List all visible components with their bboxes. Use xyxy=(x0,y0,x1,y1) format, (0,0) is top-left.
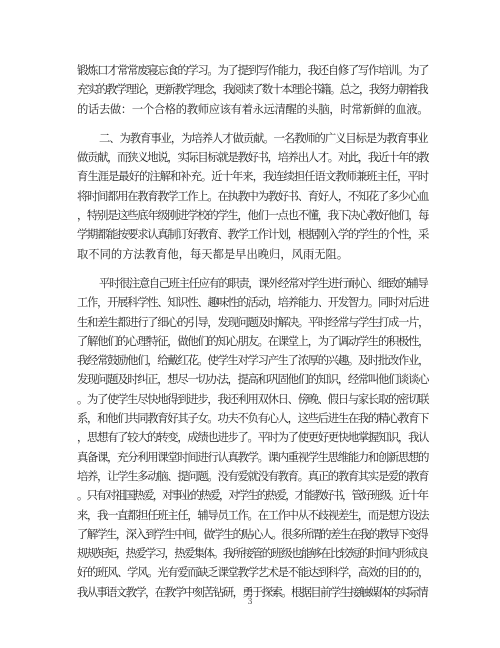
body-text xyxy=(77,61,427,602)
text-line: 。只有对祖国热爱，对事业的热爱，对学生的热爱，才能教好书，管好班级。近十年 xyxy=(77,489,428,503)
paragraph-start-line: 平时很注意自己班主任应有的职责，课外经常对学生进行耐心、细致的辅导 xyxy=(99,276,428,290)
text-line: 学期都能按要求认真制订好教育、教学工作计划，根据刚入学的学生的个性，采 xyxy=(77,228,429,242)
text-line: 真备课，充分利用课堂时间进行认真教学。课内重视学生思维能力和创新思想的 xyxy=(77,450,429,464)
text-line: 取不同的方法教育他，每天都是早出晚归，风雨无阻。 xyxy=(77,247,349,261)
paragraph-gap xyxy=(77,119,427,129)
text-line: 工作，开展科学性、知识性、趣味性的活动，培养能力、开发智力。同时对后进 xyxy=(77,296,429,310)
text-line: 的话去做：一个合格的教师应该有着永远清醒的头脑，时常新鲜的血液。 xyxy=(77,102,429,116)
text-line: 系，和他们共同教育好其子女。功夫不负有心人，这些后进生在我的精心教育下 xyxy=(77,412,429,426)
text-line: 我经常鼓励他们，给戴红花。使学生对学习产生了浓厚的兴趣。及时批改作业， xyxy=(77,354,429,368)
text-line: 培养，让学生多动脑、提问题。没有爱就没有教育。真正的教育其实是爱的教育 xyxy=(77,469,429,483)
text-line: 了解他们的心理特征，做他们的知心朋友。在课堂上，为了调动学生的积极性， xyxy=(77,334,429,348)
text-line: 充实的教学理论，更新教学理念，我阅读了数十本理论书籍。总之，我努力朝着我 xyxy=(77,83,428,97)
text-line: 规规矩矩，热爱学习，热爱集体。我所接管的班级也能够在比较短的时间内形成良 xyxy=(77,547,428,561)
paragraph-start-line: 二、为教育事业，为培养人才做贡献。一名教师的广义目标是为教育事业 xyxy=(99,131,428,145)
text-line: 了解学生，深入到学生中间，做学生的贴心人。很多所谓的差生在我的教导下变得 xyxy=(77,527,428,541)
text-line: 来，我一直都担任班主任，辅导员工作。在工作中从不歧视差生，而是想方设法 xyxy=(77,508,429,522)
text-line: 。为了使学生尽快地得到进步，我还利用双休日、傍晚、假日与家长取的密切联 xyxy=(77,392,429,406)
text-line: 做贡献，而狭义地说，实际目标就是教好书，培养出人才。对此，我近十年的教 xyxy=(77,151,429,165)
text-line: 我从事语文教学，在教学中刻苦钻研，勇于探索。根据目前学生接触媒体的实际情 xyxy=(77,585,428,599)
text-line: ，思想有了较大的转变，成绩也进步了。平时为了使更好更快地掌握知识，我认 xyxy=(77,431,429,445)
text-line: 育生涯是最好的注解和补充。近十年来，我连续担任语文教师兼班主任，平时 xyxy=(77,170,429,184)
text-line: ，特别是这些底年级刚进学校的学生，他们一点也不懂，我下决心教好他们，每 xyxy=(77,209,429,223)
paragraph-gap xyxy=(77,264,427,274)
page-number: 3 xyxy=(247,597,253,606)
text-line: 锻炼口才常常废寝忘食的学习。为了提到写作能力，我还自修了写作培训。为了 xyxy=(77,64,429,77)
text-line: 好的班风、学风。光有爱而缺乏课堂教学艺术是不能达到科学，高效的目的的， xyxy=(77,566,429,580)
text-line: 将时间都用在教育教学工作上。在执教中为教好书、育好人，不知花了多少心血 xyxy=(77,189,429,203)
text-line: 生和差生都进行了细心的引导，发现问题及时解决。平时经常与学生打成一片， xyxy=(77,315,429,329)
text-line: 发现问题及时纠正，想尽一切办法，提高和巩固他们的知识，经常叫他们谈谈心 xyxy=(77,373,429,387)
